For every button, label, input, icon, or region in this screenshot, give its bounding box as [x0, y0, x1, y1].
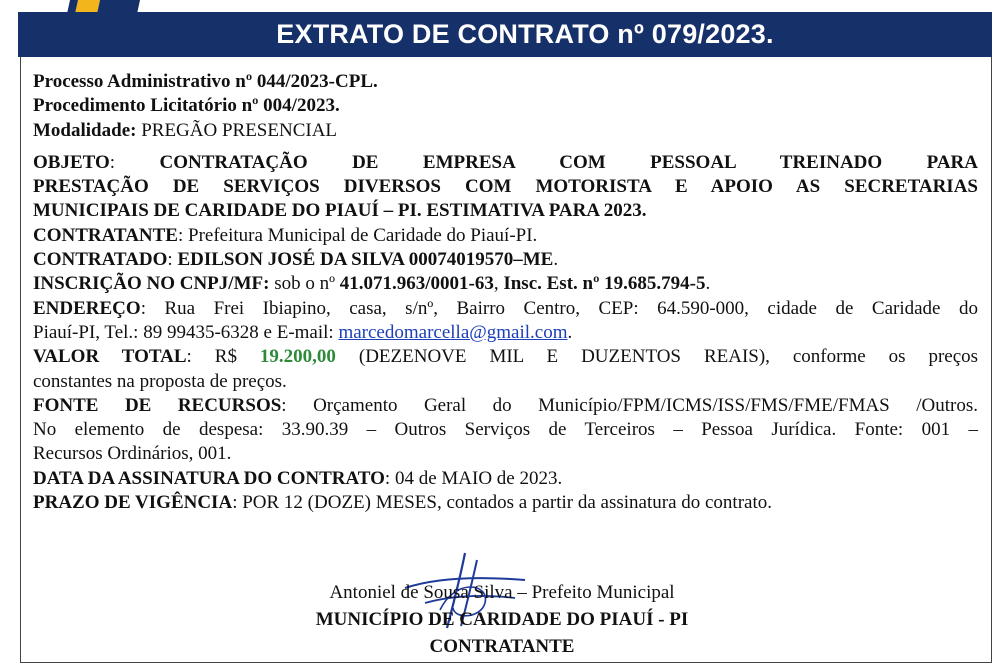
objeto-line-1: OBJETO: CONTRATAÇÃO DE EMPRESA COM PESSOAL TREINADO PARA	[33, 151, 979, 173]
cnpj-line: INSCRIÇÃO NO CNPJ/MF: sob o nº 41.071.963/0001-63, Insc. Est. nº 19.685.794-5.	[33, 273, 711, 295]
procedimento-line: Procedimento Licitatório nº 004/2023.	[33, 95, 340, 117]
objeto-line-2: PRESTAÇÃO DE SERVIÇOS DIVERSOS COM MOTORISTA E APOIO AS SECRETARIAS	[33, 176, 978, 198]
signer-name: Antoniel de Sousa Silva – Prefeito Municipal	[329, 582, 675, 603]
contratado-line: CONTRATADO: EDILSON JOSÉ DA SILVA 00074019570–ME.	[33, 249, 559, 271]
signer-role: CONTRATANTE	[429, 636, 575, 657]
valor-line-2: constantes na proposta de preços.	[33, 370, 287, 392]
fonte-line-2: No elemento de despesa: 33.90.39 – Outros Serviços de Terceiros – Pessoa Jurídica. Fonte: 001 –	[33, 419, 978, 441]
modalidade-line: Modalidade: PREGÃO PRESENCIAL	[33, 119, 338, 141]
valor-amount: 19.200,00	[259, 346, 336, 368]
contract-extract-body	[33, 70, 978, 515]
processo-line: Processo Administrativo nº 044/2023-CPL.	[33, 71, 378, 92]
prazo-line: PRAZO DE VIGÊNCIA: POR 12 (DOZE) MESES, contados a partir da assinatura do contrato.	[33, 492, 773, 514]
valor-line-1: VALOR TOTAL: R$ 19.200,00 (DEZENOVE MIL E DUZENTOS REAIS), conforme os preços	[33, 346, 979, 368]
fonte-line-1: FONTE DE RECURSOS: Orçamento Geral do Município/FPM/ICMS/ISS/FMS/FME/FMAS /Outros.	[33, 394, 978, 416]
endereco-line-2: Piauí-PI, Tel.: 89 99435-6328 e E-mail: marcedomarcella@gmail.com.	[33, 321, 573, 343]
municipio-name: MUNICÍPIO DE CARIDADE DO PIAUÍ - PI	[315, 609, 689, 630]
contratante-line: CONTRATANTE: Prefeitura Municipal de Caridade do Piauí-PI.	[33, 224, 538, 246]
page-title: EXTRATO DE CONTRATO nº 079/2023.	[276, 19, 774, 49]
header-bar	[18, 12, 992, 57]
data-assinatura-line: DATA DA ASSINATURA DO CONTRATO: 04 de MAIO de 2023.	[33, 467, 563, 489]
endereco-line-1: ENDEREÇO: Rua Frei Ibiapino, casa, s/nº, Bairro Centro, CEP: 64.590-000, cidade de Caridade do	[33, 297, 978, 319]
fonte-line-3: Recursos Ordinários, 001.	[33, 443, 232, 465]
objeto-line-3: MUNICIPAIS DE CARIDADE DO PIAUÍ – PI. ESTIMATIVA PARA 2023.	[33, 200, 647, 222]
email-link[interactable]: marcedomarcella@gmail.com	[338, 321, 568, 343]
